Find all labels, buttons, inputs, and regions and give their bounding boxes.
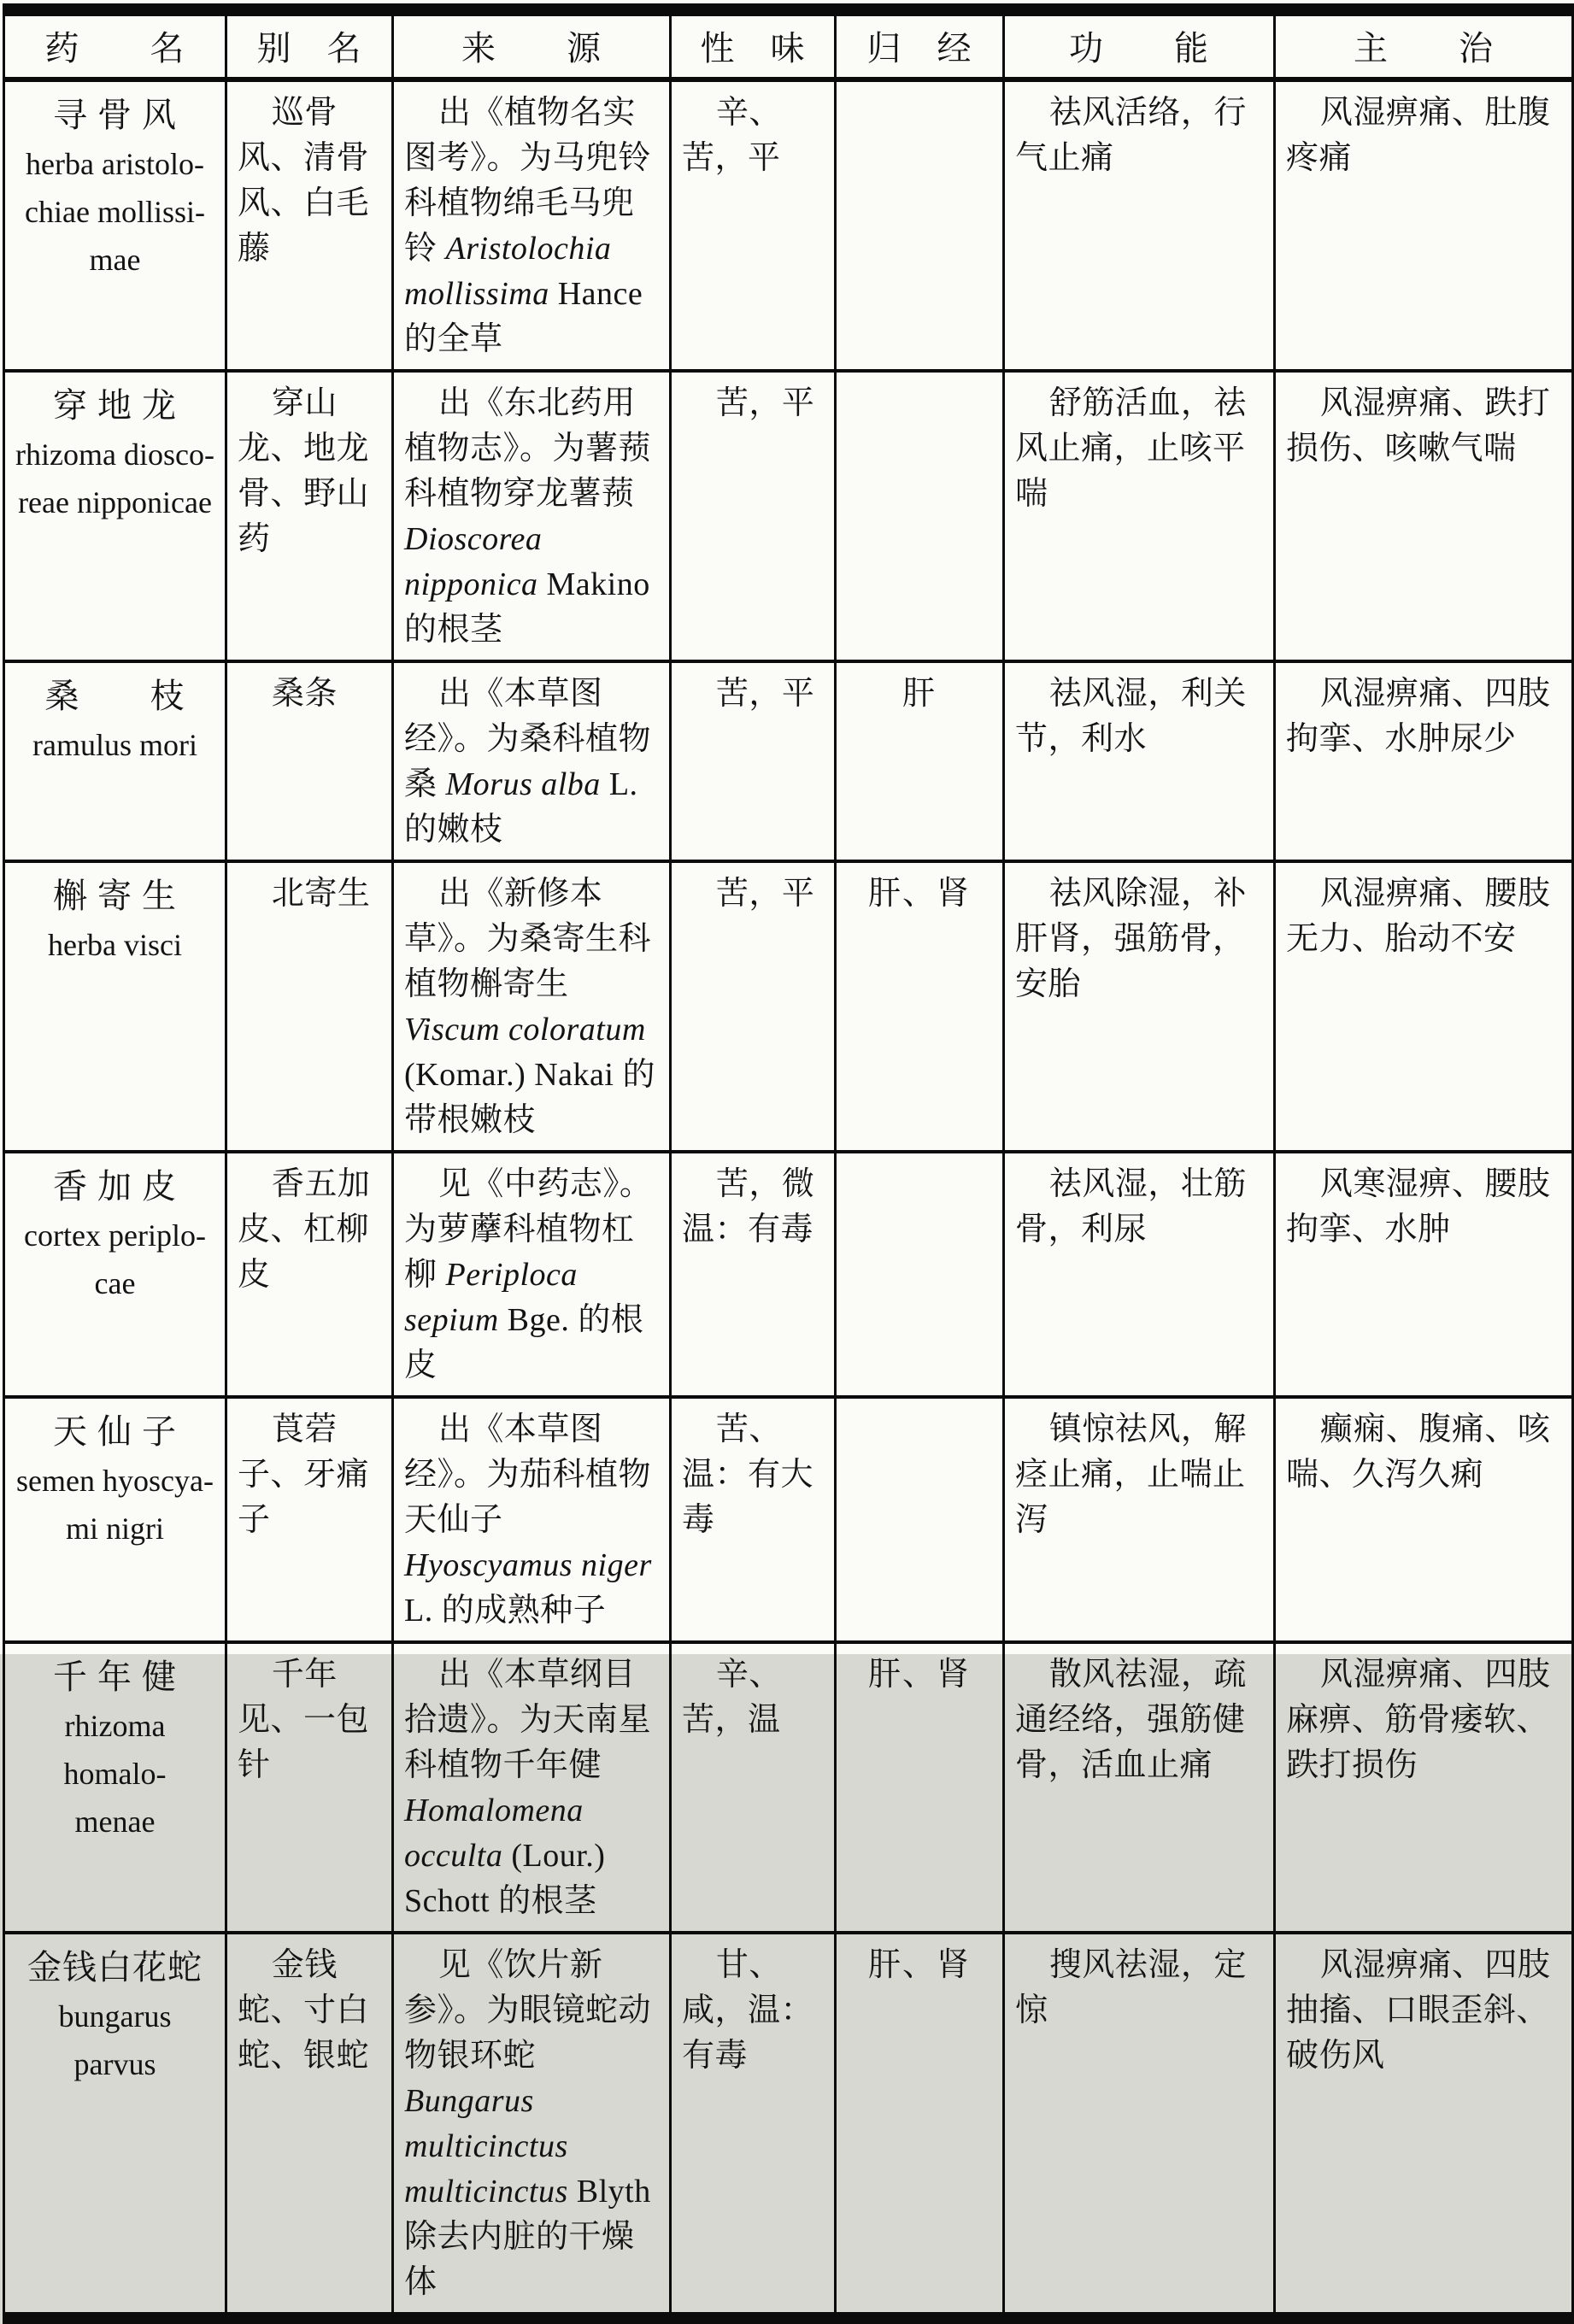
source-segment: 出《本草图经》。为茄科植物天仙子	[404, 1411, 652, 1538]
indication-text: 风寒湿痹、腰肢拘挛、水肿	[1286, 1166, 1551, 1247]
indication-cell	[1275, 1152, 1573, 1397]
taste-cell	[671, 1152, 836, 1397]
indication-cell	[1275, 1642, 1573, 1933]
header-row	[4, 10, 1573, 80]
meridian-text: 肝、肾	[867, 876, 971, 912]
species-binomial: Dioscorea nipponica	[404, 521, 543, 602]
meridian-text: 肝、肾	[867, 1657, 971, 1693]
alias-cell	[226, 79, 393, 371]
meridian-cell	[836, 1152, 1004, 1397]
drug-name-latin-line: cortex periplo-	[24, 1218, 206, 1253]
species-binomial: Morus alba	[445, 766, 601, 802]
drug-name-cell	[4, 1933, 226, 2318]
meridian-cell	[836, 1397, 1004, 1642]
source-segment: (Komar.) Nakai 的带根嫩枝	[404, 1057, 655, 1138]
function-text: 搜风祛湿，定惊	[1015, 1947, 1247, 2028]
species-binomial: Homalomena occulta	[404, 1793, 584, 1874]
indication-cell	[1275, 1933, 1573, 2318]
alias-text: 桑条	[271, 676, 338, 712]
species-binomial: Bungarus multicinctus multicinctus	[404, 2083, 568, 2210]
source-text	[404, 1162, 659, 1388]
source-text	[404, 672, 659, 853]
source-segment: Bge. 的根皮	[404, 1302, 644, 1383]
col-header-taste: 性 味	[671, 10, 836, 80]
source-cell	[393, 1152, 671, 1397]
taste-text: 苦，微温：有毒	[682, 1166, 815, 1247]
source-segment: 出《本草图经》。为桑科植物桑	[404, 676, 652, 802]
function-cell	[1004, 861, 1275, 1152]
herb-row	[4, 1397, 1573, 1642]
drug-name-cell	[4, 1397, 226, 1642]
indication-text: 风湿痹痛、腰肢无力、胎动不安	[1286, 876, 1551, 957]
indication-text: 风湿痹痛、四肢拘挛、水肿尿少	[1286, 676, 1551, 757]
source-cell	[393, 661, 671, 861]
source-text	[404, 381, 659, 653]
herb-row	[4, 1642, 1573, 1933]
col-header-function: 功 能	[1004, 10, 1275, 80]
source-segment: L. 的嫩枝	[404, 766, 638, 848]
function-cell	[1004, 1397, 1275, 1642]
col-header-alias: 别 名	[226, 10, 393, 80]
source-text	[404, 1943, 659, 2305]
taste-cell	[671, 371, 836, 661]
taste-text: 辛、苦，温	[682, 1657, 782, 1738]
function-cell	[1004, 371, 1275, 661]
source-cell	[393, 1933, 671, 2318]
species-binomial: Periploca sepium	[404, 1257, 578, 1338]
indication-text: 风湿痹痛、肚腹疼痛	[1286, 95, 1551, 176]
drug-name-cell	[4, 79, 226, 371]
col-header-indication: 主 治	[1275, 10, 1573, 80]
indication-text: 风湿痹痛、跌打损伤、咳嗽气喘	[1286, 385, 1551, 467]
drug-name-zh: 槲 寄 生	[53, 877, 177, 915]
drug-name-latin-line: mi nigri	[66, 1511, 164, 1546]
function-text: 祛风除湿，补肝肾，强筋骨，安胎	[1015, 876, 1247, 1002]
indication-cell	[1275, 371, 1573, 661]
drug-name-zh: 穿 地 龙	[53, 386, 177, 425]
source-cell	[393, 79, 671, 371]
taste-text: 苦，平	[715, 876, 815, 912]
function-cell	[1004, 1933, 1275, 2318]
function-cell	[1004, 1642, 1275, 1933]
col-header-drug-name: 药 名	[4, 10, 226, 80]
drug-name-latin-line: rhizoma diosco-	[15, 437, 214, 472]
alias-cell	[226, 861, 393, 1152]
herb-row	[4, 1933, 1573, 2318]
taste-text: 苦、温：有大毒	[682, 1411, 814, 1538]
function-text: 祛风活络，行气止痛	[1015, 95, 1247, 176]
drug-name-cell	[4, 371, 226, 661]
drug-name-latin-line: herba visci	[48, 928, 182, 962]
meridian-text: 肝	[902, 676, 937, 712]
alias-text: 千年见、一包针	[238, 1657, 370, 1783]
indication-cell	[1275, 1397, 1573, 1642]
source-segment: Hance 的全草	[404, 276, 643, 357]
source-text	[404, 91, 659, 362]
drug-name-latin-line: cae	[94, 1266, 136, 1300]
alias-cell	[226, 661, 393, 861]
source-segment: 出《新修本草》。为桑寄生科植物槲寄生	[404, 876, 652, 1002]
indication-cell	[1275, 661, 1573, 861]
col-header-meridian: 归 经	[836, 10, 1004, 80]
alias-text: 香五加皮、杠柳皮	[238, 1166, 371, 1293]
drug-name-zh: 寻 骨 风	[53, 96, 177, 134]
meridian-cell	[836, 371, 1004, 661]
function-cell	[1004, 79, 1275, 371]
species-binomial: Viscum coloratum	[404, 1012, 646, 1048]
alias-cell	[226, 1642, 393, 1933]
drug-name-latin-line: herba aristolo-	[26, 147, 204, 181]
drug-name-zh: 桑 枝	[44, 677, 185, 715]
species-binomial: Hyoscyamus niger	[404, 1547, 652, 1583]
alias-cell	[226, 1933, 393, 2318]
alias-text: 穿山龙、地龙骨、野山药	[238, 385, 370, 557]
source-segment: (Lour.) Schott 的根茎	[404, 1838, 606, 1919]
taste-text: 苦，平	[715, 676, 815, 712]
source-segment: L. 的成熟种子	[404, 1593, 607, 1629]
herb-row	[4, 371, 1573, 661]
drug-name-latin-line: parvus	[73, 2047, 156, 2081]
herb-row	[4, 661, 1573, 861]
taste-cell	[671, 1642, 836, 1933]
drug-name-cell	[4, 1642, 226, 1933]
drug-name-cell	[4, 861, 226, 1152]
source-text	[404, 1407, 659, 1634]
drug-name-cell	[4, 1152, 226, 1397]
alias-text: 莨菪子、牙痛子	[238, 1411, 370, 1538]
drug-name-latin-line: mae	[89, 243, 141, 277]
indication-text: 风湿痹痛、四肢麻痹、筋骨痿软、跌打损伤	[1286, 1657, 1551, 1783]
source-cell	[393, 371, 671, 661]
species-binomial: Aristolochia mollissima	[404, 231, 612, 312]
source-cell	[393, 1397, 671, 1642]
drug-name-latin-line: ramulus mori	[32, 728, 197, 762]
drug-name-zh: 千 年 健	[53, 1658, 177, 1696]
taste-text: 辛、苦，平	[682, 95, 782, 176]
function-cell	[1004, 661, 1275, 861]
source-segment: 见《饮片新参》。为眼镜蛇动物银环蛇	[404, 1947, 652, 2074]
col-header-source: 来 源	[393, 10, 671, 80]
drug-name-latin-line: menae	[74, 1805, 156, 1839]
source-segment: Blyth 除去内脏的干燥体	[404, 2174, 651, 2300]
alias-cell	[226, 1397, 393, 1642]
meridian-cell	[836, 661, 1004, 861]
source-cell	[393, 1642, 671, 1933]
drug-name-latin-line: chiae mollissi-	[25, 195, 205, 229]
taste-cell	[671, 861, 836, 1152]
alias-text: 巡骨风、清骨风、白毛藤	[238, 95, 370, 267]
taste-cell	[671, 1933, 836, 2318]
meridian-cell	[836, 79, 1004, 371]
indication-cell	[1275, 79, 1573, 371]
drug-name-zh: 天 仙 子	[53, 1412, 177, 1451]
taste-cell	[671, 79, 836, 371]
function-text: 镇惊祛风，解痉止痛，止喘止泻	[1015, 1411, 1247, 1538]
drug-name-zh: 金钱白花蛇	[27, 1948, 203, 1987]
source-segment: 出《本草纲目拾遗》。为天南星科植物千年健	[404, 1657, 652, 1783]
taste-cell	[671, 1397, 836, 1642]
herb-row	[4, 79, 1573, 371]
meridian-cell	[836, 1933, 1004, 2318]
alias-cell	[226, 371, 393, 661]
herb-row	[4, 1152, 1573, 1397]
alias-text: 北寄生	[271, 876, 371, 912]
source-segment: 见《中药志》。为萝藦科植物杠柳	[404, 1166, 653, 1293]
function-text: 散风祛湿，疏通经络，强筋健骨，活血止痛	[1015, 1657, 1247, 1783]
function-cell	[1004, 1152, 1275, 1397]
source-cell	[393, 861, 671, 1152]
drug-name-latin-line: rhizoma homalo-	[63, 1709, 167, 1791]
source-text	[404, 1652, 659, 1924]
indication-text: 癫痫、腹痛、咳喘、久泻久痢	[1286, 1411, 1551, 1493]
drug-name-cell	[4, 661, 226, 861]
function-text: 祛风湿，利关节，利水	[1015, 676, 1247, 757]
source-text	[404, 872, 659, 1143]
drug-name-zh: 香 加 皮	[53, 1167, 177, 1206]
alias-text: 金钱蛇、寸白蛇、银蛇	[238, 1947, 370, 2074]
meridian-cell	[836, 861, 1004, 1152]
source-segment: 出《东北药用植物志》。为薯蓣科植物穿龙薯蓣	[404, 385, 652, 512]
alias-cell	[226, 1152, 393, 1397]
meridian-cell	[836, 1642, 1004, 1933]
meridian-text: 肝、肾	[867, 1947, 971, 1983]
drug-name-latin-line: bungarus	[58, 1999, 172, 2034]
drug-name-latin-line: semen hyoscya-	[16, 1464, 214, 1498]
taste-cell	[671, 661, 836, 861]
taste-text: 甘、咸，温：有毒	[682, 1947, 814, 2074]
indication-text: 风湿痹痛、四肢抽搐、口眼歪斜、破伤风	[1286, 1947, 1551, 2074]
function-text: 祛风湿，壮筋骨，利尿	[1015, 1166, 1247, 1247]
indication-cell	[1275, 861, 1573, 1152]
function-text: 舒筋活血，祛风止痛，止咳平喘	[1015, 385, 1247, 512]
source-segment: 出《植物名实图考》。为马兜铃科植物绵毛马兜铃	[404, 95, 652, 267]
herb-row	[4, 861, 1573, 1152]
taste-text: 苦，平	[715, 385, 815, 421]
source-segment: Makino 的根茎	[404, 566, 650, 648]
drug-name-latin-line: reae nipponicae	[18, 485, 212, 519]
herb-table	[3, 3, 1574, 2324]
